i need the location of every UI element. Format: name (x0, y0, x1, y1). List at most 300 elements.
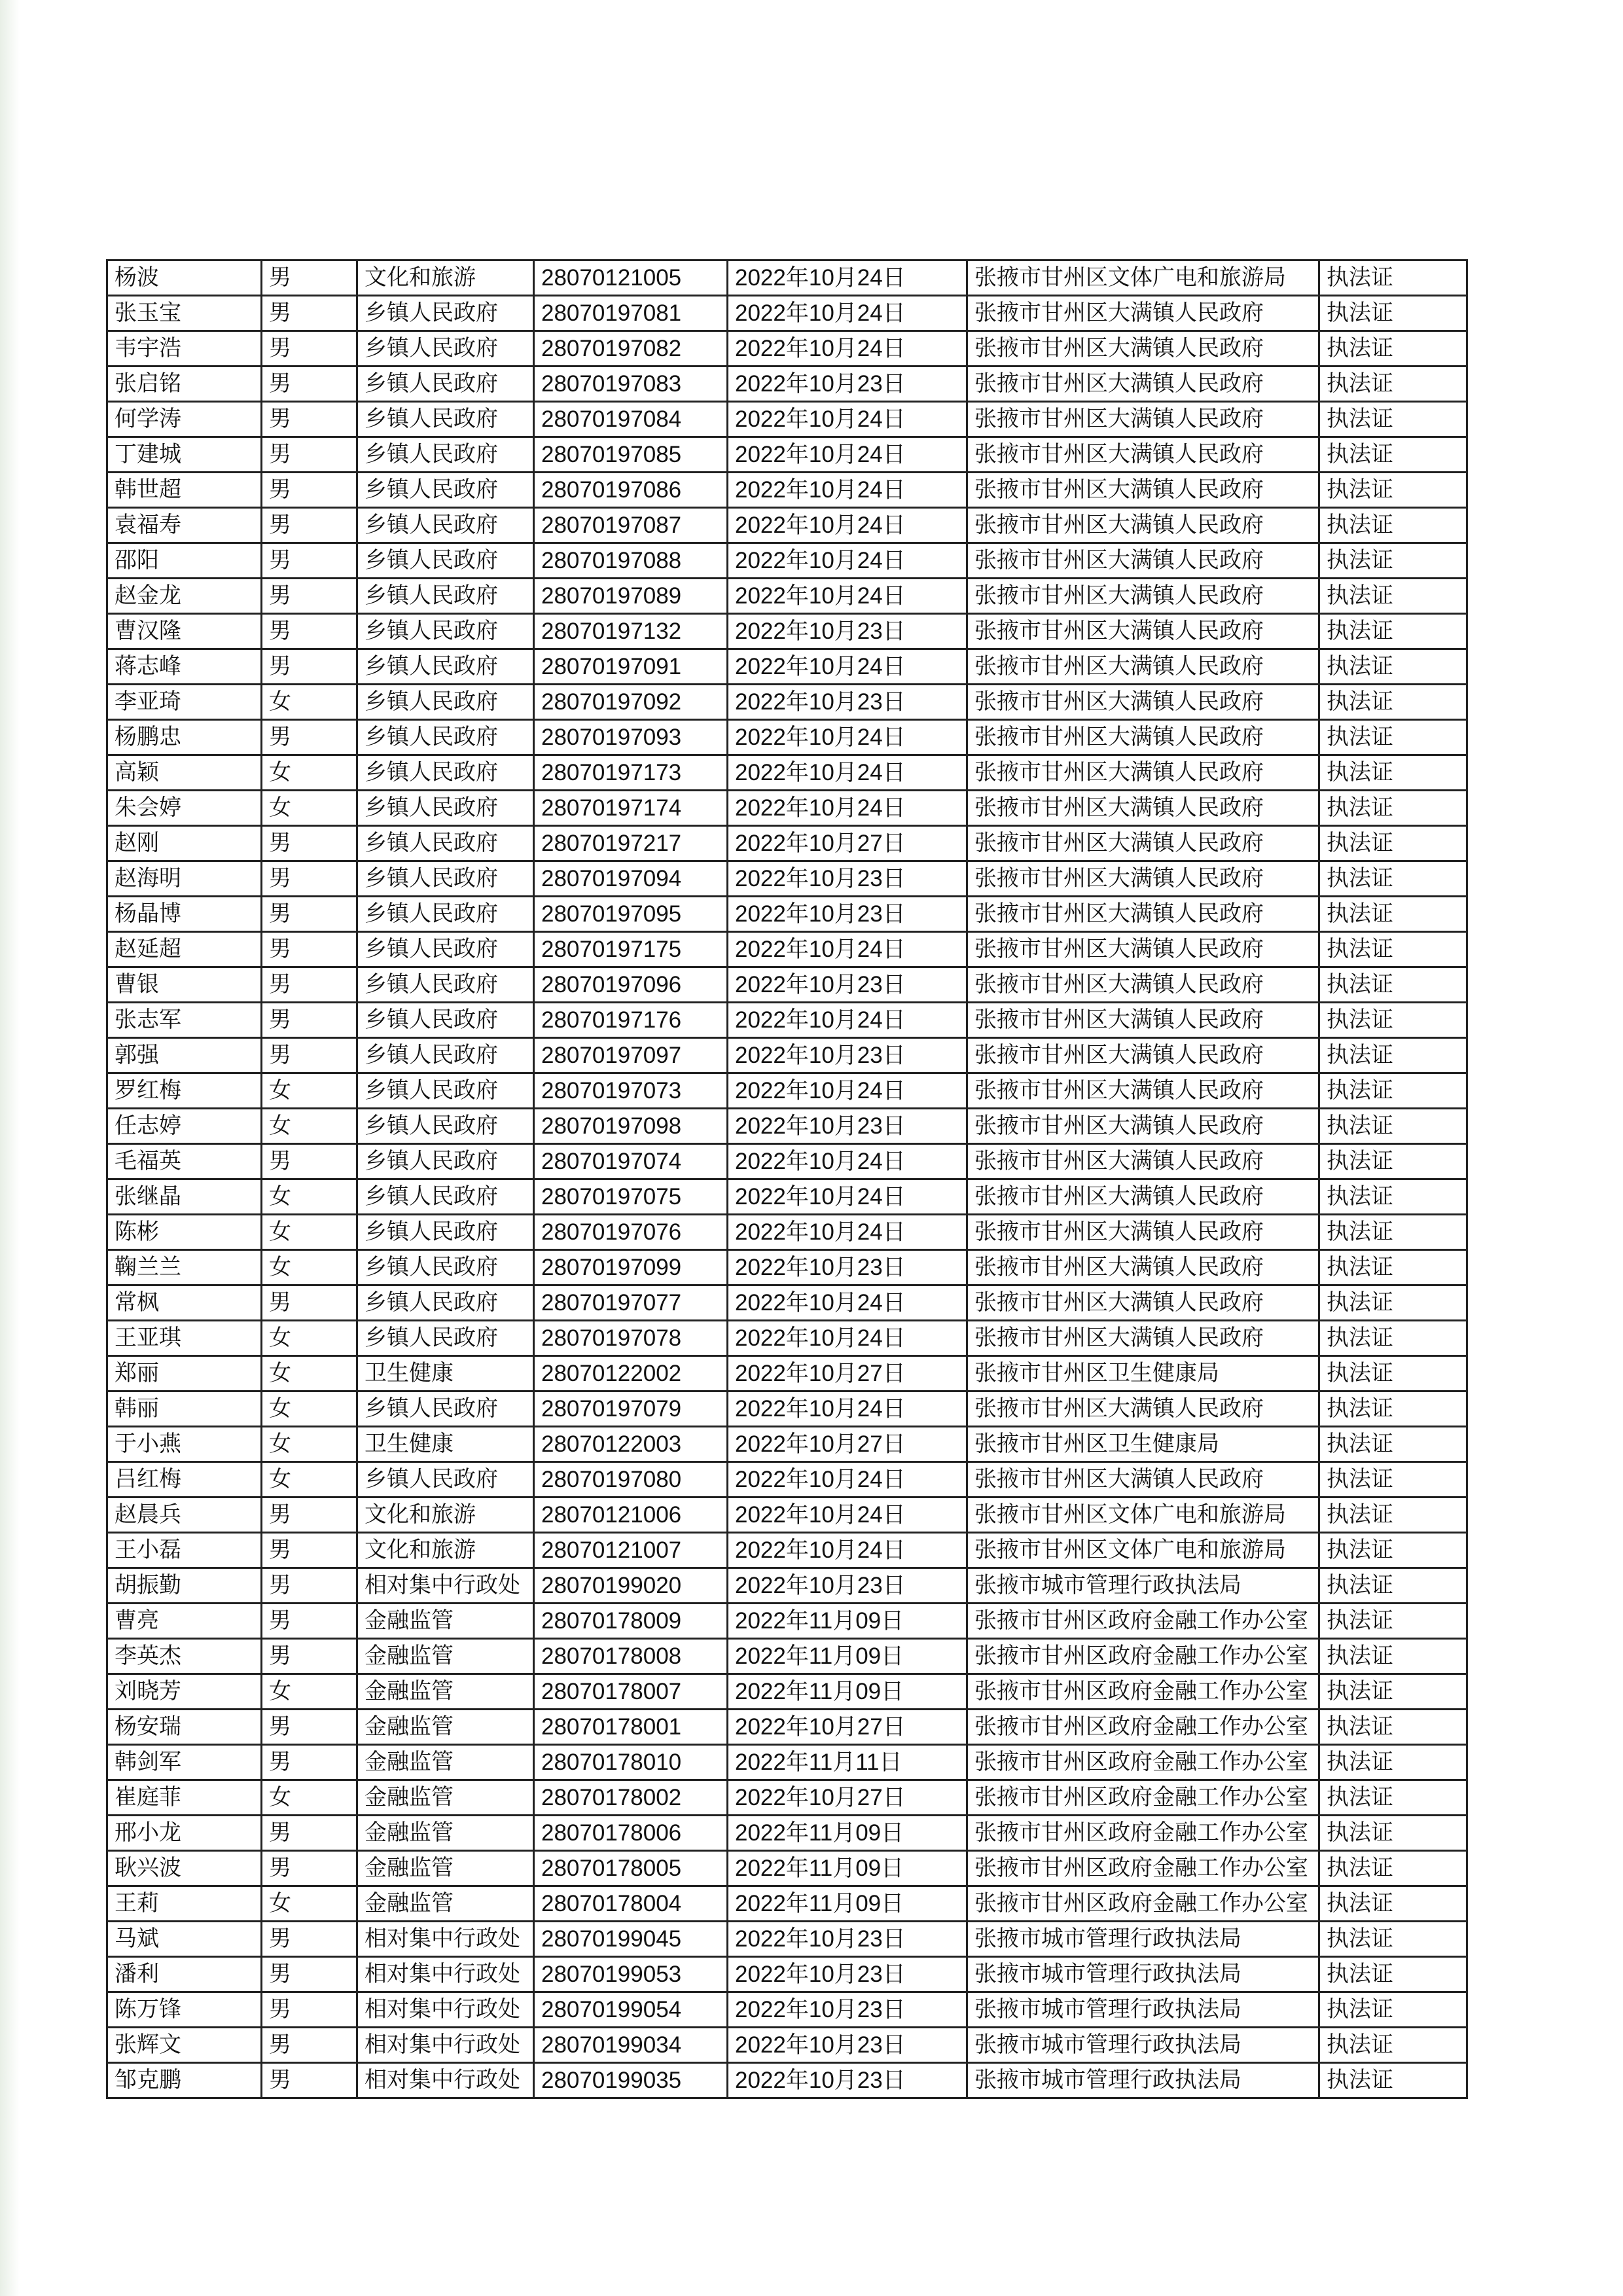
unit-cell: 张掖市甘州区大满镇人民政府 (967, 685, 1319, 720)
table-row (107, 1957, 1467, 1992)
name-cell: 王莉 (107, 1886, 262, 1922)
cert-cell: 执法证 (1319, 826, 1467, 861)
cert-cell: 执法证 (1319, 2063, 1467, 2098)
field-cell: 金融监管 (357, 1886, 534, 1922)
name-cell: 张继晶 (107, 1179, 262, 1215)
code-cell: 28070197099 (534, 1250, 728, 1285)
unit-cell: 张掖市甘州区大满镇人民政府 (967, 720, 1319, 755)
table-row (107, 1922, 1467, 1957)
name-cell: 刘晓芳 (107, 1674, 262, 1710)
cert-cell: 执法证 (1319, 1356, 1467, 1391)
name-cell: 丁建城 (107, 437, 262, 473)
gender-cell: 女 (262, 1073, 357, 1109)
gender-cell: 男 (262, 1922, 357, 1957)
code-cell: 28070178009 (534, 1604, 728, 1639)
table-row (107, 1356, 1467, 1391)
unit-cell: 张掖市甘州区政府金融工作办公室 (967, 1674, 1319, 1710)
field-cell: 金融监管 (357, 1604, 534, 1639)
unit-cell: 张掖市甘州区大满镇人民政府 (967, 1391, 1319, 1427)
date-cell: 2022年10月24日 (728, 755, 967, 791)
name-cell: 赵金龙 (107, 579, 262, 614)
cert-cell: 执法证 (1319, 473, 1467, 508)
name-cell: 吕红梅 (107, 1462, 262, 1498)
unit-cell: 张掖市甘州区政府金融工作办公室 (967, 1886, 1319, 1922)
date-cell: 2022年10月23日 (728, 685, 967, 720)
field-cell: 乡镇人民政府 (357, 720, 534, 755)
cert-cell: 执法证 (1319, 1391, 1467, 1427)
field-cell: 相对集中行政处 (357, 1568, 534, 1604)
field-cell: 金融监管 (357, 1780, 534, 1816)
table-row (107, 1250, 1467, 1285)
date-cell: 2022年10月23日 (728, 1568, 967, 1604)
field-cell: 乡镇人民政府 (357, 1462, 534, 1498)
date-cell: 2022年10月24日 (728, 437, 967, 473)
name-cell: 邹克鹏 (107, 2063, 262, 2098)
gender-cell: 男 (262, 367, 357, 402)
date-cell: 2022年10月23日 (728, 897, 967, 932)
name-cell: 鞠兰兰 (107, 1250, 262, 1285)
field-cell: 金融监管 (357, 1745, 534, 1780)
date-cell: 2022年11月09日 (728, 1639, 967, 1674)
name-cell: 胡振勤 (107, 1568, 262, 1604)
date-cell: 2022年11月09日 (728, 1604, 967, 1639)
code-cell: 28070197084 (534, 402, 728, 437)
name-cell: 曹汉隆 (107, 614, 262, 649)
cert-cell: 执法证 (1319, 437, 1467, 473)
date-cell: 2022年10月24日 (728, 1462, 967, 1498)
field-cell: 金融监管 (357, 1710, 534, 1745)
code-cell: 28070197092 (534, 685, 728, 720)
gender-cell: 男 (262, 1992, 357, 2028)
cert-cell: 执法证 (1319, 1957, 1467, 1992)
field-cell: 乡镇人民政府 (357, 1285, 534, 1321)
table-row (107, 579, 1467, 614)
cert-cell: 执法证 (1319, 402, 1467, 437)
field-cell: 乡镇人民政府 (357, 1215, 534, 1250)
table-row (107, 1321, 1467, 1356)
name-cell: 韩世超 (107, 473, 262, 508)
cert-cell: 执法证 (1319, 791, 1467, 826)
cert-cell: 执法证 (1319, 1003, 1467, 1038)
cert-cell: 执法证 (1319, 1922, 1467, 1957)
code-cell: 28070197076 (534, 1215, 728, 1250)
unit-cell: 张掖市甘州区卫生健康局 (967, 1427, 1319, 1462)
gender-cell: 男 (262, 296, 357, 331)
code-cell: 28070178006 (534, 1816, 728, 1851)
gender-cell: 男 (262, 2063, 357, 2098)
name-cell: 韩丽 (107, 1391, 262, 1427)
code-cell: 28070199045 (534, 1922, 728, 1957)
unit-cell: 张掖市甘州区政府金融工作办公室 (967, 1604, 1319, 1639)
unit-cell: 张掖市甘州区大满镇人民政府 (967, 755, 1319, 791)
date-cell: 2022年10月24日 (728, 402, 967, 437)
date-cell: 2022年10月27日 (728, 1710, 967, 1745)
code-cell: 28070197095 (534, 897, 728, 932)
table-row (107, 755, 1467, 791)
cert-cell: 执法证 (1319, 331, 1467, 367)
field-cell: 乡镇人民政府 (357, 1144, 534, 1179)
table-row (107, 2028, 1467, 2063)
gender-cell: 男 (262, 1745, 357, 1780)
table-row (107, 1038, 1467, 1073)
code-cell: 28070197173 (534, 755, 728, 791)
unit-cell: 张掖市甘州区大满镇人民政府 (967, 437, 1319, 473)
cert-cell: 执法证 (1319, 1215, 1467, 1250)
table-row (107, 1215, 1467, 1250)
code-cell: 28070197091 (534, 649, 728, 685)
cert-cell: 执法证 (1319, 1038, 1467, 1073)
table-row (107, 1144, 1467, 1179)
cert-cell: 执法证 (1319, 296, 1467, 331)
unit-cell: 张掖市甘州区大满镇人民政府 (967, 897, 1319, 932)
table-row (107, 1780, 1467, 1816)
date-cell: 2022年10月23日 (728, 1992, 967, 2028)
name-cell: 邢小龙 (107, 1816, 262, 1851)
unit-cell: 张掖市甘州区文体广电和旅游局 (967, 1498, 1319, 1533)
code-cell: 28070197096 (534, 967, 728, 1003)
date-cell: 2022年10月23日 (728, 861, 967, 897)
code-cell: 28070199053 (534, 1957, 728, 1992)
unit-cell: 张掖市甘州区大满镇人民政府 (967, 543, 1319, 579)
date-cell: 2022年10月24日 (728, 543, 967, 579)
date-cell: 2022年10月24日 (728, 1285, 967, 1321)
date-cell: 2022年10月23日 (728, 614, 967, 649)
name-cell: 王亚琪 (107, 1321, 262, 1356)
table-row (107, 402, 1467, 437)
name-cell: 李亚琦 (107, 685, 262, 720)
cert-cell: 执法证 (1319, 649, 1467, 685)
gender-cell: 男 (262, 1639, 357, 1674)
code-cell: 28070178001 (534, 1710, 728, 1745)
unit-cell: 张掖市甘州区大满镇人民政府 (967, 826, 1319, 861)
date-cell: 2022年10月24日 (728, 1498, 967, 1533)
field-cell: 乡镇人民政府 (357, 755, 534, 791)
unit-cell: 张掖市甘州区大满镇人民政府 (967, 1038, 1319, 1073)
unit-cell: 张掖市甘州区大满镇人民政府 (967, 1462, 1319, 1498)
table-row (107, 1462, 1467, 1498)
gender-cell: 女 (262, 1780, 357, 1816)
cert-cell: 执法证 (1319, 579, 1467, 614)
gender-cell: 男 (262, 1710, 357, 1745)
date-cell: 2022年11月09日 (728, 1851, 967, 1886)
gender-cell: 女 (262, 1250, 357, 1285)
code-cell: 28070178004 (534, 1886, 728, 1922)
code-cell: 28070197077 (534, 1285, 728, 1321)
date-cell: 2022年10月24日 (728, 296, 967, 331)
name-cell: 韦宇浩 (107, 331, 262, 367)
name-cell: 曹亮 (107, 1604, 262, 1639)
field-cell: 乡镇人民政府 (357, 402, 534, 437)
name-cell: 常枫 (107, 1285, 262, 1321)
unit-cell: 张掖市甘州区大满镇人民政府 (967, 614, 1319, 649)
unit-cell: 张掖市甘州区大满镇人民政府 (967, 932, 1319, 967)
code-cell: 28070197089 (534, 579, 728, 614)
field-cell: 卫生健康 (357, 1427, 534, 1462)
field-cell: 乡镇人民政府 (357, 1391, 534, 1427)
gender-cell: 男 (262, 1568, 357, 1604)
unit-cell: 张掖市甘州区大满镇人民政府 (967, 1073, 1319, 1109)
cert-cell: 执法证 (1319, 861, 1467, 897)
name-cell: 杨晶博 (107, 897, 262, 932)
date-cell: 2022年10月27日 (728, 1780, 967, 1816)
field-cell: 乡镇人民政府 (357, 967, 534, 1003)
field-cell: 乡镇人民政府 (357, 543, 534, 579)
field-cell: 乡镇人民政府 (357, 649, 534, 685)
table-row (107, 331, 1467, 367)
cert-cell: 执法证 (1319, 1851, 1467, 1886)
code-cell: 28070178008 (534, 1639, 728, 1674)
date-cell: 2022年10月23日 (728, 967, 967, 1003)
name-cell: 郭强 (107, 1038, 262, 1073)
field-cell: 乡镇人民政府 (357, 1109, 534, 1144)
table-row (107, 1851, 1467, 1886)
field-cell: 乡镇人民政府 (357, 1321, 534, 1356)
unit-cell: 张掖市甘州区大满镇人民政府 (967, 1285, 1319, 1321)
table-row (107, 1533, 1467, 1568)
unit-cell: 张掖市甘州区政府金融工作办公室 (967, 1816, 1319, 1851)
name-cell: 曹银 (107, 967, 262, 1003)
code-cell: 28070121005 (534, 260, 728, 296)
field-cell: 金融监管 (357, 1851, 534, 1886)
name-cell: 罗红梅 (107, 1073, 262, 1109)
table-row (107, 437, 1467, 473)
cert-cell: 执法证 (1319, 1250, 1467, 1285)
name-cell: 张玉宝 (107, 296, 262, 331)
table-row (107, 296, 1467, 331)
code-cell: 28070121007 (534, 1533, 728, 1568)
name-cell: 蒋志峰 (107, 649, 262, 685)
cert-cell: 执法证 (1319, 1780, 1467, 1816)
date-cell: 2022年10月24日 (728, 1215, 967, 1250)
roster-table-body (107, 260, 1467, 2098)
code-cell: 28070197078 (534, 1321, 728, 1356)
name-cell: 赵刚 (107, 826, 262, 861)
code-cell: 28070197098 (534, 1109, 728, 1144)
code-cell: 28070197097 (534, 1038, 728, 1073)
unit-cell: 张掖市甘州区大满镇人民政府 (967, 1250, 1319, 1285)
field-cell: 文化和旅游 (357, 260, 534, 296)
gender-cell: 男 (262, 826, 357, 861)
field-cell: 乡镇人民政府 (357, 473, 534, 508)
code-cell: 28070197217 (534, 826, 728, 861)
field-cell: 乡镇人民政府 (357, 508, 534, 543)
name-cell: 毛福英 (107, 1144, 262, 1179)
unit-cell: 张掖市甘州区大满镇人民政府 (967, 967, 1319, 1003)
code-cell: 28070121006 (534, 1498, 728, 1533)
code-cell: 28070197174 (534, 791, 728, 826)
date-cell: 2022年10月23日 (728, 367, 967, 402)
field-cell: 乡镇人民政府 (357, 579, 534, 614)
cert-cell: 执法证 (1319, 932, 1467, 967)
field-cell: 相对集中行政处 (357, 1957, 534, 1992)
gender-cell: 男 (262, 861, 357, 897)
table-row (107, 897, 1467, 932)
date-cell: 2022年10月24日 (728, 331, 967, 367)
field-cell: 卫生健康 (357, 1356, 534, 1391)
gender-cell: 男 (262, 1285, 357, 1321)
field-cell: 相对集中行政处 (357, 2063, 534, 2098)
name-cell: 高颖 (107, 755, 262, 791)
name-cell: 于小燕 (107, 1427, 262, 1462)
code-cell: 28070197085 (534, 437, 728, 473)
gender-cell: 男 (262, 967, 357, 1003)
unit-cell: 张掖市甘州区大满镇人民政府 (967, 296, 1319, 331)
cert-cell: 执法证 (1319, 1427, 1467, 1462)
date-cell: 2022年10月23日 (728, 1109, 967, 1144)
field-cell: 乡镇人民政府 (357, 331, 534, 367)
name-cell: 耿兴波 (107, 1851, 262, 1886)
table-row (107, 473, 1467, 508)
table-row (107, 1568, 1467, 1604)
cert-cell: 执法证 (1319, 1109, 1467, 1144)
code-cell: 28070199035 (534, 2063, 728, 2098)
gender-cell: 男 (262, 473, 357, 508)
gender-cell: 女 (262, 791, 357, 826)
cert-cell: 执法证 (1319, 755, 1467, 791)
unit-cell: 张掖市甘州区文体广电和旅游局 (967, 260, 1319, 296)
table-row (107, 1427, 1467, 1462)
date-cell: 2022年11月09日 (728, 1886, 967, 1922)
unit-cell: 张掖市甘州区大满镇人民政府 (967, 508, 1319, 543)
name-cell: 杨鹏忠 (107, 720, 262, 755)
code-cell: 28070197175 (534, 932, 728, 967)
date-cell: 2022年10月27日 (728, 826, 967, 861)
gender-cell: 女 (262, 1356, 357, 1391)
gender-cell: 男 (262, 1851, 357, 1886)
code-cell: 28070197088 (534, 543, 728, 579)
field-cell: 乡镇人民政府 (357, 1179, 534, 1215)
field-cell: 相对集中行政处 (357, 1922, 534, 1957)
cert-cell: 执法证 (1319, 1992, 1467, 2028)
table-row (107, 1710, 1467, 1745)
date-cell: 2022年10月23日 (728, 1922, 967, 1957)
field-cell: 乡镇人民政府 (357, 826, 534, 861)
date-cell: 2022年10月23日 (728, 1038, 967, 1073)
gender-cell: 男 (262, 331, 357, 367)
gender-cell: 女 (262, 1886, 357, 1922)
table-row (107, 791, 1467, 826)
cert-cell: 执法证 (1319, 2028, 1467, 2063)
gender-cell: 男 (262, 1957, 357, 1992)
unit-cell: 张掖市甘州区大满镇人民政府 (967, 1144, 1319, 1179)
roster-table (106, 259, 1468, 2099)
cert-cell: 执法证 (1319, 1498, 1467, 1533)
code-cell: 28070197079 (534, 1391, 728, 1427)
field-cell: 乡镇人民政府 (357, 1250, 534, 1285)
gender-cell: 男 (262, 260, 357, 296)
table-row (107, 1498, 1467, 1533)
code-cell: 28070197075 (534, 1179, 728, 1215)
field-cell: 乡镇人民政府 (357, 367, 534, 402)
code-cell: 28070197087 (534, 508, 728, 543)
date-cell: 2022年10月24日 (728, 720, 967, 755)
code-cell: 28070178010 (534, 1745, 728, 1780)
name-cell: 何学涛 (107, 402, 262, 437)
name-cell: 赵海明 (107, 861, 262, 897)
cert-cell: 执法证 (1319, 1639, 1467, 1674)
cert-cell: 执法证 (1319, 614, 1467, 649)
gender-cell: 女 (262, 1427, 357, 1462)
date-cell: 2022年10月24日 (728, 579, 967, 614)
date-cell: 2022年10月24日 (728, 1144, 967, 1179)
gender-cell: 男 (262, 508, 357, 543)
table-row (107, 861, 1467, 897)
name-cell: 张启铭 (107, 367, 262, 402)
field-cell: 文化和旅游 (357, 1498, 534, 1533)
date-cell: 2022年10月24日 (728, 791, 967, 826)
table-row (107, 1886, 1467, 1922)
table-row (107, 1604, 1467, 1639)
code-cell: 28070199054 (534, 1992, 728, 2028)
date-cell: 2022年10月24日 (728, 1533, 967, 1568)
gender-cell: 男 (262, 720, 357, 755)
date-cell: 2022年10月24日 (728, 1003, 967, 1038)
unit-cell: 张掖市甘州区卫生健康局 (967, 1356, 1319, 1391)
cert-cell: 执法证 (1319, 508, 1467, 543)
gender-cell: 男 (262, 1003, 357, 1038)
table-row (107, 260, 1467, 296)
unit-cell: 张掖市甘州区政府金融工作办公室 (967, 1780, 1319, 1816)
unit-cell: 张掖市甘州区大满镇人民政府 (967, 331, 1319, 367)
date-cell: 2022年10月24日 (728, 260, 967, 296)
gender-cell: 女 (262, 1215, 357, 1250)
gender-cell: 男 (262, 1816, 357, 1851)
code-cell: 28070197074 (534, 1144, 728, 1179)
date-cell: 2022年10月27日 (728, 1427, 967, 1462)
code-cell: 28070197082 (534, 331, 728, 367)
code-cell: 28070178005 (534, 1851, 728, 1886)
table-row (107, 2063, 1467, 2098)
name-cell: 邵阳 (107, 543, 262, 579)
date-cell: 2022年10月23日 (728, 1957, 967, 1992)
cert-cell: 执法证 (1319, 1144, 1467, 1179)
gender-cell: 男 (262, 1038, 357, 1073)
name-cell: 韩剑军 (107, 1745, 262, 1780)
gender-cell: 男 (262, 897, 357, 932)
field-cell: 乡镇人民政府 (357, 861, 534, 897)
cert-cell: 执法证 (1319, 967, 1467, 1003)
date-cell: 2022年10月23日 (728, 2063, 967, 2098)
cert-cell: 执法证 (1319, 367, 1467, 402)
unit-cell: 张掖市甘州区大满镇人民政府 (967, 649, 1319, 685)
table-row (107, 1816, 1467, 1851)
code-cell: 28070197073 (534, 1073, 728, 1109)
code-cell: 28070197086 (534, 473, 728, 508)
code-cell: 28070199034 (534, 2028, 728, 2063)
gender-cell: 男 (262, 402, 357, 437)
cert-cell: 执法证 (1319, 543, 1467, 579)
name-cell: 张志军 (107, 1003, 262, 1038)
unit-cell: 张掖市甘州区大满镇人民政府 (967, 473, 1319, 508)
field-cell: 乡镇人民政府 (357, 932, 534, 967)
cert-cell: 执法证 (1319, 1816, 1467, 1851)
date-cell: 2022年10月23日 (728, 1250, 967, 1285)
unit-cell: 张掖市城市管理行政执法局 (967, 1922, 1319, 1957)
gender-cell: 女 (262, 685, 357, 720)
field-cell: 文化和旅游 (357, 1533, 534, 1568)
gender-cell: 女 (262, 755, 357, 791)
code-cell: 28070122002 (534, 1356, 728, 1391)
name-cell: 杨波 (107, 260, 262, 296)
cert-cell: 执法证 (1319, 1533, 1467, 1568)
field-cell: 乡镇人民政府 (357, 614, 534, 649)
table-row (107, 614, 1467, 649)
code-cell: 28070197132 (534, 614, 728, 649)
cert-cell: 执法证 (1319, 1886, 1467, 1922)
cert-cell: 执法证 (1319, 260, 1467, 296)
unit-cell: 张掖市甘州区大满镇人民政府 (967, 1179, 1319, 1215)
date-cell: 2022年11月11日 (728, 1745, 967, 1780)
